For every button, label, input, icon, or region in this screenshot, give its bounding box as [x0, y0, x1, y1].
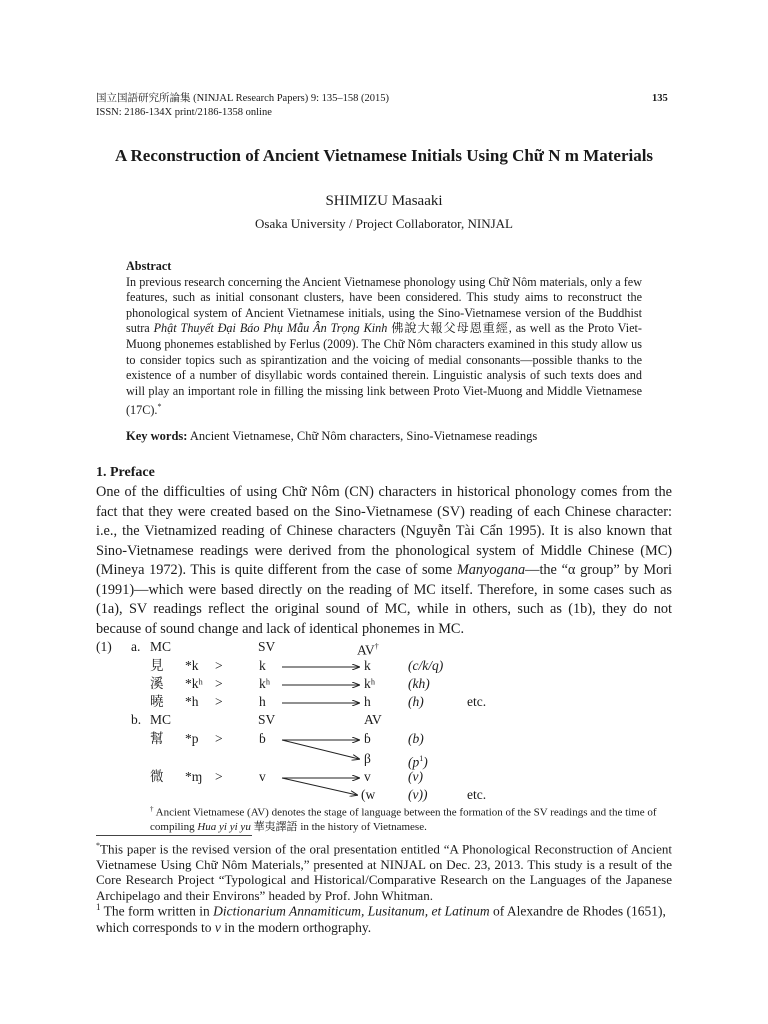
- footnote-1-text-1: The form written in: [100, 903, 214, 919]
- footnote-dagger: †: [150, 805, 154, 813]
- orthography-note: (v)): [408, 787, 428, 802]
- sv-value: kʰ: [259, 676, 271, 691]
- author: SHIMIZU Masaaki: [325, 193, 443, 209]
- orthography-note: (kh): [408, 676, 430, 691]
- note-open: (p: [408, 754, 420, 770]
- keywords: [126, 428, 537, 444]
- footnote-1: [96, 899, 672, 937]
- mc-value: *p: [185, 731, 199, 746]
- affiliation: Osaka University / Project Collaborator, NINJAL: [255, 216, 513, 231]
- footnote-chinese: 華夷譯語: [250, 821, 298, 834]
- section-heading: 1. Preface: [96, 465, 155, 480]
- mc-value: *k: [185, 658, 199, 673]
- derive-symbol: >: [215, 676, 223, 691]
- arrow: [282, 740, 359, 759]
- abstract-text-1: In previous research concerning the Ancient Vietnamese phonology using Chữ Nôm materials, only a few features, such as initial consonant clusters, have been considered. This study aims to reconstruct the phonological system of Ancient Vietnamese initials, using the Sino-Vietnamese version of the Buddhist sutra: [126, 274, 642, 336]
- footnote-1-text-3: in the modern orthography.: [220, 920, 372, 935]
- journal-line: 国立国語研究所論集 (NINJAL Research Papers) 9: 135–158 (2015): [96, 93, 389, 104]
- footnote-ref-1: 1: [419, 754, 424, 763]
- footnote-text-1: Ancient Vietnamese (AV) denotes the stage of language between the formation of the SV readings and the time of compiling: [150, 806, 657, 834]
- av-value: ɓ: [364, 731, 371, 746]
- av-value: β: [364, 751, 371, 766]
- derive-symbol: >: [215, 769, 223, 784]
- mc-value: *kʰ: [185, 676, 203, 691]
- sv-value: v: [259, 769, 266, 784]
- sv-value: k: [259, 658, 266, 673]
- paragraph-part-2: —the “α group” by Mori (1991)—which were based directly on the reading of MC itself. Therefore, in some cases such as (1a), SV readings reflect the original sound of MC, while in others, such as (1b), they do not because of sound change and lack of identical phonemes in MC.: [96, 562, 672, 637]
- derive-symbol: >: [215, 694, 223, 709]
- sv-value: ɓ: [259, 731, 266, 746]
- footnote-star-text: This paper is the revised version of the oral presentation entitled “A Phonological Reconstruction of Ancient Vietnamese Using Chữ Nôm Materials,” presented at NINJAL on Dec. 23, 2013. This study is a result of the Core Research Project “Typological and Historical/Comparative Research on the Languages of the Japanese Archipelago and their Environs” headed by Prof. John Whitman.: [96, 841, 672, 903]
- av-label: AV: [357, 642, 375, 658]
- footnote-1-mark: 1: [96, 902, 101, 912]
- example-b-mc-header: MC: [150, 712, 172, 727]
- orthography-note: (c/k/q): [408, 658, 444, 673]
- footnote-star-mark: *: [96, 841, 100, 850]
- char-bang: 幫: [150, 731, 164, 746]
- example-a-mc-header: MC: [150, 639, 172, 654]
- footnote-1-italic: Dictionarium Annamiticum, Lusitanum, et Latinum: [213, 903, 490, 919]
- page-number: 135: [652, 93, 668, 104]
- keywords-label: Key words:: [126, 429, 188, 443]
- issn-line: ISSN: 2186-134X print/2186-1358 online: [96, 107, 272, 118]
- example-a-sv-header: SV: [258, 639, 276, 654]
- keywords-text: Ancient Vietnamese, Chữ Nôm characters, Sino-Vietnamese readings: [187, 429, 538, 443]
- etc-label: etc.: [467, 694, 487, 709]
- section-paragraph: [96, 483, 672, 639]
- example-b-label: b.: [131, 712, 142, 727]
- example-b-sv-header: SV: [258, 712, 276, 727]
- example-b-av-header: AV: [364, 712, 382, 727]
- abstract-text-2: , as well as the Proto Viet-Muong phonemes established by Ferlus (2009). The Chữ Nôm characters examined in this study allow us to consider topics such as spirantization and the voicing of medial consonants—possible thanks to the existence of a number of disyllabic words contained therein. Linguistic analysis of such texts does and will play an important role in filling the missing link between Proto Viet-Muong and Middle Vietnamese (17C).: [126, 321, 642, 418]
- example-number: (1): [96, 639, 112, 654]
- note-close: ): [423, 754, 428, 770]
- derive-symbol: >: [215, 658, 223, 673]
- orthography-note: (v): [408, 769, 423, 784]
- sutra-title: Phật Thuyết Đại Báo Phụ Mẫu Ân Trọng Kinh: [153, 321, 388, 336]
- abstract-star: *: [157, 402, 162, 412]
- sutra-chinese: 佛說大報父母恩重經: [387, 321, 509, 336]
- footnote-text-2: in the history of Vietnamese.: [297, 821, 427, 834]
- paper-title: A Reconstruction of Ancient Vietnamese Initials Using Chữ N m Materials: [114, 146, 654, 165]
- abstract-text: [126, 275, 642, 419]
- abstract-heading: Abstract: [126, 259, 172, 273]
- av-value: v: [364, 769, 371, 784]
- av-value: (w: [361, 787, 376, 802]
- mc-value: *h: [185, 694, 199, 709]
- arrow: [282, 778, 357, 795]
- footnote-1-v: v: [214, 920, 221, 935]
- av-value: kʰ: [364, 676, 376, 691]
- mc-value: *ɱ: [185, 769, 203, 784]
- footnote-italic: Hua yi yi yu: [197, 821, 251, 834]
- abstract: [126, 259, 642, 419]
- av-value: k: [364, 658, 371, 673]
- footnote-star: [96, 838, 672, 903]
- sv-value: h: [259, 694, 266, 709]
- derive-symbol: >: [215, 731, 223, 746]
- etc-label: etc.: [467, 787, 487, 802]
- footnote-1-text-2: of Alexandre de Rhodes (1651), which corresponds to: [96, 903, 666, 935]
- char-xiao: 曉: [150, 694, 164, 709]
- av-value: h: [364, 694, 371, 709]
- char-wei: 微: [150, 769, 164, 784]
- footnote-rule: [96, 835, 252, 836]
- orthography-note: (h): [408, 694, 424, 709]
- manyogana: Manyogana: [456, 562, 526, 578]
- char-xi: 溪: [150, 676, 164, 691]
- paragraph-part-1: One of the difficulties of using Chữ Nôm (CN) characters in historical phonology comes from the fact that they were created based on the Sino-Vietnamese (SV) reading of each Chinese character: i.e., the Vietnamized reading of Chinese characters (Nguyễn Tài Cẩn 1995). It is also known that Sino-Vietnamese readings were derived from the phonological system of Middle Chinese (MC) (Mineya 1972). This is quite different from the case of some: [96, 484, 672, 578]
- dagger-footnote: [150, 802, 672, 835]
- char-jian: 見: [150, 658, 164, 673]
- av-dagger: †: [374, 642, 379, 651]
- orthography-note: (b): [408, 731, 424, 746]
- example-a-label: a.: [131, 639, 141, 654]
